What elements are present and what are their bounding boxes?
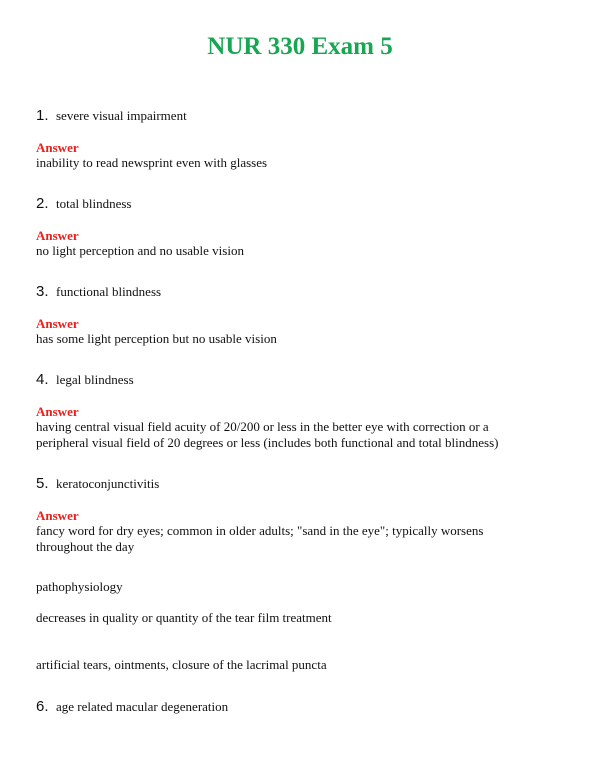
paragraph-line: decreases in quality or quantity of the tear film treatment	[36, 610, 332, 625]
answer-text-line-2: throughout the day	[36, 539, 135, 554]
question-number: 1.	[36, 107, 49, 124]
question-number: 4.	[36, 371, 49, 388]
question-number: 6.	[36, 698, 49, 715]
answer-label: Answer	[36, 140, 79, 155]
section-heading: pathophysiology	[36, 579, 123, 594]
question-number: 3.	[36, 283, 49, 300]
question-6	[36, 699, 228, 715]
question-term: age related macular degeneration	[56, 699, 229, 714]
question-number: 2.	[36, 195, 49, 212]
question-number: 5.	[36, 475, 49, 492]
answer-label: Answer	[36, 316, 79, 331]
question-2	[36, 196, 131, 212]
answer-label: Answer	[36, 404, 79, 419]
answer-label: Answer	[36, 508, 79, 523]
question-term: functional blindness	[56, 284, 162, 299]
question-term: severe visual impairment	[56, 108, 187, 123]
answer-text-line-2: peripheral visual field of 20 degrees or less (includes both functional and total blindness)	[36, 435, 499, 450]
answer-text: inability to read newsprint even with glasses	[36, 155, 268, 170]
answer-text: no light perception and no usable vision	[36, 243, 244, 258]
answer-text-line-1: fancy word for dry eyes; common in older adults; "sand in the eye"; typically worsens	[36, 523, 484, 538]
question-1	[36, 108, 187, 124]
paragraph-line: artificial tears, ointments, closure of the lacrimal puncta	[36, 657, 327, 672]
question-term: legal blindness	[56, 372, 134, 387]
answer-text-line-1: having central visual field acuity of 20/200 or less in the better eye with correction or a	[36, 419, 489, 434]
answer-text: has some light perception but no usable vision	[36, 331, 277, 346]
page-title: NUR 330 Exam 5	[207, 33, 393, 60]
question-5	[36, 476, 159, 492]
question-term: keratoconjunctivitis	[56, 476, 160, 491]
answer-label: Answer	[36, 228, 79, 243]
question-4	[36, 372, 134, 388]
question-term: total blindness	[56, 196, 132, 211]
question-3	[36, 284, 161, 300]
